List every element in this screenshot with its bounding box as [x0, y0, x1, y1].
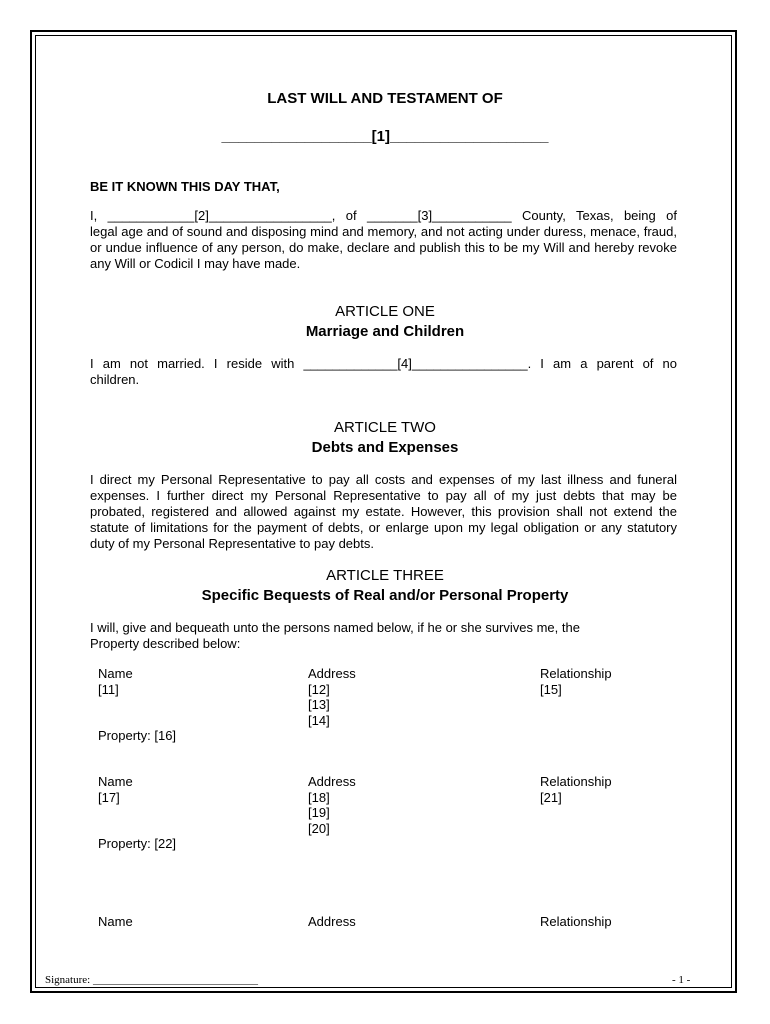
intro-text: legal age and of sound and disposing mind and memory, and not acting under duress, menace, fraud, or undue influence of any person, do make, declare and publish this to be my Will and hereby revoke any Will or Codicil I may have made. — [90, 224, 677, 271]
relationship-field[interactable]: [15] — [540, 681, 562, 697]
name-field[interactable]: [11] — [98, 681, 119, 697]
address-line-1[interactable]: [12] — [308, 681, 330, 697]
article-three-intro — [90, 620, 677, 652]
article-three-intro-line-2: Property described below: — [90, 636, 241, 651]
article-one-header — [0, 302, 770, 342]
article-two-header — [0, 418, 770, 458]
address-line-3[interactable]: [20] — [308, 820, 330, 836]
property-field[interactable]: Property: [22] — [98, 836, 177, 851]
address-label: Address — [308, 774, 356, 789]
article-three-header — [0, 566, 770, 606]
article-one-text — [90, 356, 677, 388]
article-one-line-1[interactable]: I am not married. I reside with _____________[4]________________. I am a parent of no — [90, 356, 677, 371]
address-label: Address — [308, 914, 356, 929]
article-two-heading: ARTICLE TWO — [334, 419, 436, 436]
address-line-2[interactable]: [19] — [308, 805, 330, 821]
name-label: Name — [98, 666, 133, 681]
signature-line[interactable]: Signature: ______________________________ — [45, 974, 258, 986]
bequest-relationship-col — [540, 774, 612, 805]
article-one-line-2: children. — [90, 372, 140, 387]
document-title: LAST WILL AND TESTAMENT OF — [267, 90, 503, 107]
testator-name-field[interactable]: __________________[1]___________________ — [221, 128, 549, 145]
article-one-subheading: Marriage and Children — [305, 323, 465, 340]
property-field[interactable]: Property: [16] — [98, 728, 177, 743]
name-field[interactable]: [17] — [98, 789, 120, 805]
bequest-name-col — [98, 774, 133, 805]
address-line-2[interactable]: [13] — [308, 697, 330, 713]
bequest-name-col — [98, 666, 133, 697]
article-three-subheading: Specific Bequests of Real and/or Personal Property — [201, 587, 569, 604]
article-two-subheading: Debts and Expenses — [311, 439, 459, 456]
intro-paragraph — [90, 208, 677, 272]
article-one-heading: ARTICLE ONE — [335, 303, 435, 320]
address-line-3[interactable]: [14] — [308, 712, 330, 728]
name-label: Name — [98, 914, 133, 929]
intro-heading: BE IT KNOWN THIS DAY THAT, — [90, 179, 280, 194]
bequest-address-col — [308, 666, 356, 728]
intro-line-1[interactable]: I, ____________[2]_________________, of _______[3]___________ County, Texas, being of — [90, 208, 677, 223]
relationship-label: Relationship — [540, 914, 612, 929]
address-label: Address — [308, 666, 356, 681]
relationship-label: Relationship — [540, 774, 612, 789]
article-two-text: I direct my Personal Representative to pay all costs and expenses of my last illness and funeral expenses. I further direct my Personal Representative to pay all of my just debts that may be probated, registered and allowed against my estate. However, this provision shall not extend the statute of limitations for the payment of debts, or enlarge upon my legal obligation or any statutory duty of my Personal Representative to pay debts. — [90, 472, 677, 551]
page-number: - 1 - — [672, 974, 691, 986]
article-three-intro-line-1: I will, give and bequeath unto the persons named below, if he or she survives me, the — [90, 620, 580, 635]
bequest-relationship-col — [540, 666, 612, 697]
address-line-1[interactable]: [18] — [308, 789, 330, 805]
relationship-label: Relationship — [540, 666, 612, 681]
relationship-field[interactable]: [21] — [540, 789, 562, 805]
name-label: Name — [98, 774, 133, 789]
bequest-address-col — [308, 774, 356, 836]
article-three-heading: ARTICLE THREE — [326, 567, 444, 584]
